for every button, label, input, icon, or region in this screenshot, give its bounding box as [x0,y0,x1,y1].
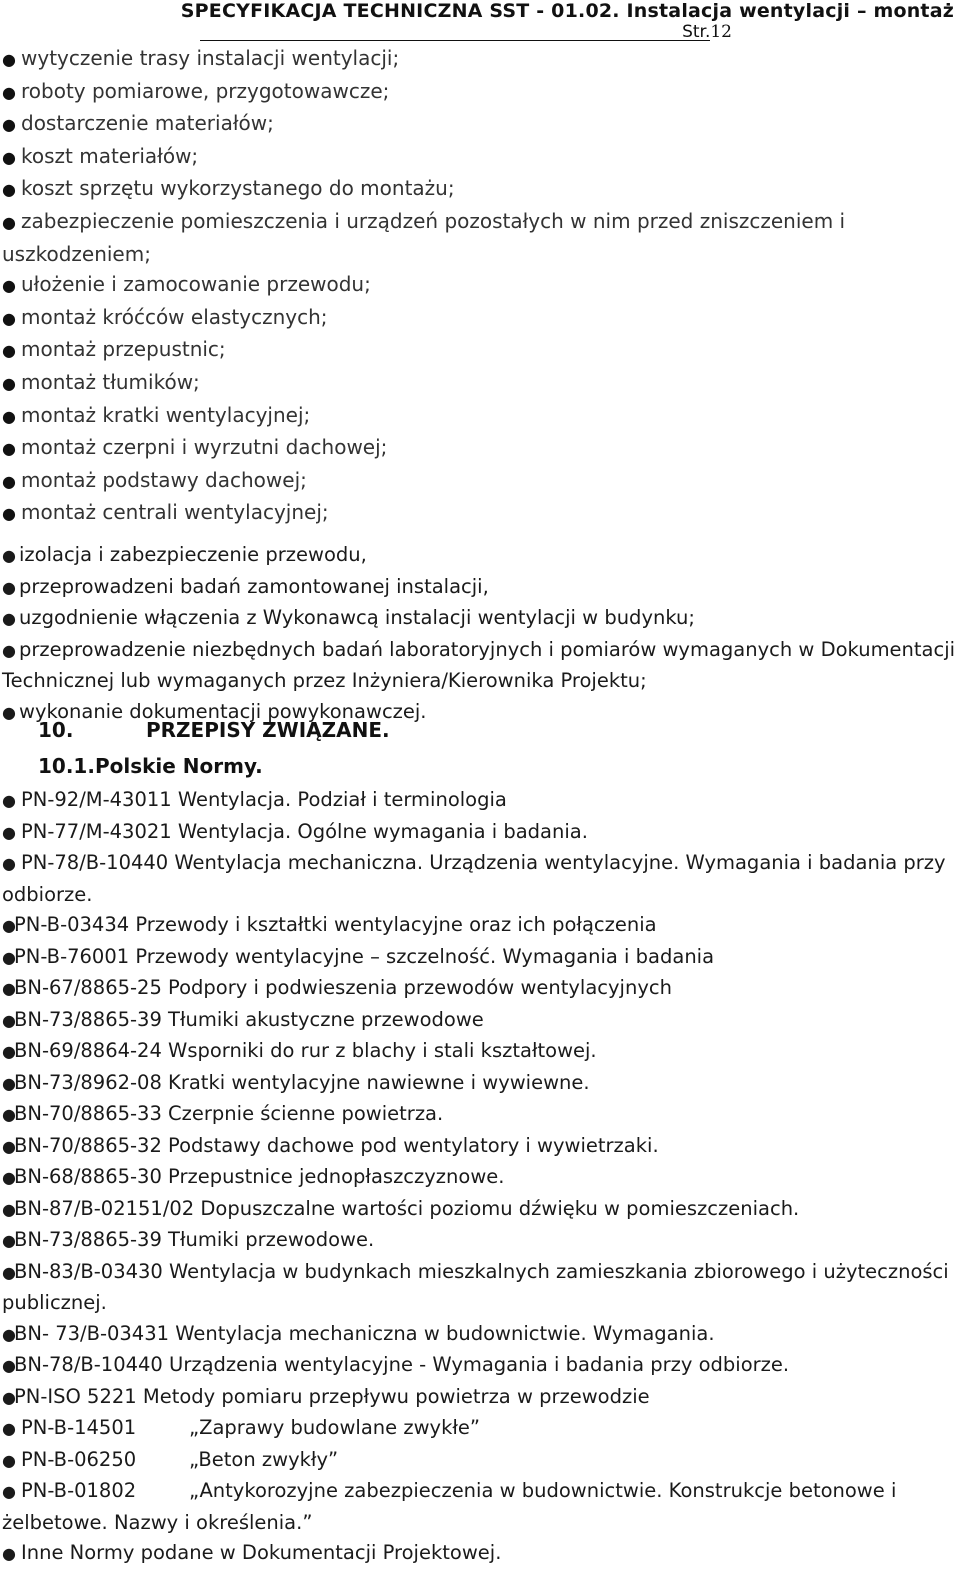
list-item-text: roboty pomiarowe, przygotowawcze; [21,78,390,103]
standard-code: PN-78/B-10440 [21,851,169,874]
list-item [0,1162,960,1194]
bullet-icon: ● [2,373,16,393]
list-item [0,1005,960,1037]
list-item [0,400,960,433]
list-item [0,1257,960,1319]
bullet-icon: ● [2,50,16,69]
standard-title: Podpory i podwieszenia przewodów wentylacyjnych [161,976,672,999]
subsection-heading: 10.1.Polskie Normy. [38,754,263,778]
standard-title: Wentylacja mechaniczna. Urządzenia wentylacyjne. Wymagania i badania przy odbiorze. [2,851,946,906]
bullet-icon: ● [2,546,16,565]
list-item [0,910,960,942]
list-item-text: montaż kratki wentylacyjnej; [21,402,311,427]
list-item [0,1099,960,1131]
header-title: SPECYFIKACJA TECHNICZNA SST - 01.02. Instalacja wentylacji – montaż [180,0,954,22]
standard-code: PN-B-76001 [14,944,130,968]
bullet-icon: ● [2,1010,16,1030]
bullet-icon: ● [2,1073,16,1093]
bullet-icon: ● [2,504,16,524]
list-item [0,635,960,697]
list-item-text: dostarczenie materiałów; [21,111,274,136]
standard-code: PN-B-01802 [21,1479,137,1502]
list-item [0,1382,960,1414]
list-item [0,785,960,817]
bullet-icon: ● [2,82,16,102]
bullet-icon: ● [2,1262,16,1282]
list-item-text: izolacja i zabezpieczenie przewodu, [19,543,367,566]
list-item [0,603,960,635]
list-item [0,942,960,974]
list-item [0,173,960,206]
list-item-text: przeprowadzeni badań zamontowanej instalacji, [19,574,489,598]
standard-title: „Zaprawy budowlane zwykłe” [189,1416,481,1439]
page-number: 12 [710,22,732,42]
list-item-text: koszt materiałów; [21,143,199,168]
scope-list-continued [0,540,960,729]
standard-code: PN-92/M-43011 [21,788,172,811]
list-item-text: zabezpieczenie pomieszczenia i urządzeń pozostałych w nim przed zniszczeniem i uszkodzeniem; [2,208,846,266]
list-item [0,432,960,465]
standard-code: BN-78/B-10440 [14,1353,163,1376]
bullet-icon: ● [2,276,16,296]
bullet-icon: ● [2,854,16,873]
list-item-text: wytyczenie trasy instalacji wentylacji; [21,46,400,70]
list-item [0,1068,960,1100]
standard-title: Metody pomiaru przepływu powietrza w przewodzie [136,1384,650,1408]
bullet-icon: ● [2,1450,16,1470]
standard-title: Przewody wentylacyjne – szczelność. Wymagania i badania [129,944,715,968]
list-item [0,1194,960,1226]
bullet-icon: ● [2,822,16,842]
list-item-text: montaż tłumików; [21,369,200,394]
list-item [0,1225,960,1257]
list-item [0,1319,960,1351]
standard-code: BN-87/B-02151/02 [14,1196,195,1220]
bullet-icon: ● [2,406,16,426]
list-item-text: montaż króćców elastycznych; [21,304,328,329]
bullet-icon: ● [2,341,16,361]
bullet-icon: ● [2,916,16,935]
list-item [0,1445,960,1477]
list-item [0,141,960,174]
standard-code: BN- 73/B-03431 [14,1321,170,1345]
list-item [0,334,960,367]
standard-title: Wentylacja mechaniczna w budownictwie. Wymagania. [169,1321,715,1345]
bullet-icon: ● [2,1419,16,1438]
bullet-icon: ● [2,180,16,200]
standard-code: BN-70/8865-33 [14,1102,162,1125]
standard-title: Tłumiki przewodowe. [161,1228,375,1251]
bullet-icon: ● [2,1482,16,1501]
bullet-icon: ● [2,1199,16,1219]
list-item [0,76,960,109]
list-item [0,1413,960,1445]
standard-code: PN-B-06250 [21,1447,137,1471]
standard-code: BN-68/8865-30 [14,1165,162,1188]
list-item [0,43,960,76]
bullet-icon: ● [2,212,16,232]
list-item [0,1350,960,1382]
list-item-text: montaż podstawy dachowej; [21,467,307,492]
list-item [0,1476,960,1538]
list-item [0,465,960,498]
list-item [0,1131,960,1163]
standard-title: Dopuszczalne wartości poziomu dźwięku w pomieszczeniach. [194,1196,800,1220]
bullet-icon: ● [2,947,16,967]
list-item [0,269,960,302]
standard-code: BN-83/B-03430 [14,1259,163,1283]
list-item-text: przeprowadzenie niezbędnych badań laboratoryjnych i pomiarów wymaganych w Dokumentacji Technicznej lub wymaganych przez Inżyniera/Kierownika Projektu; [2,637,956,693]
list-item-text: ułożenie i zamocowanie przewodu; [21,272,371,297]
list-item-text: wykonanie dokumentacji powykonawczej. [19,699,427,723]
list-item [0,108,960,141]
section-number: 10. [38,718,74,742]
standard-code: BN-67/8865-25 [14,976,162,999]
standard-title: „Beton zwykły” [189,1447,339,1471]
bullet-icon: ● [2,791,16,810]
bullet-icon: ● [2,1231,16,1250]
list-item [0,973,960,1005]
standard-title: Wentylacja w budynkach mieszkalnych zamieszkania zbiorowego i użyteczności publicznej. [2,1259,949,1314]
standard-title: Wsporniki do rur z blachy i stali kształtowej. [161,1039,597,1062]
standard-code: BN-73/8865-39 [14,1007,162,1031]
list-item [0,572,960,604]
bullet-icon: ● [2,1356,16,1375]
standard-title: „Antykorozyjne zabezpieczenia w budownictwie. Konstrukcje betonowe i żelbetowe. Nazwy i określenia.” [2,1479,897,1534]
bullet-icon: ● [2,1105,16,1124]
standard-title: Wentylacja. Podział i terminologia [171,788,507,811]
standard-code: BN-73/8865-39 [14,1228,162,1251]
bullet-icon: ● [2,1324,16,1344]
bullet-icon: ● [2,1042,16,1061]
section-heading [38,718,390,742]
list-item [0,367,960,400]
list-item-text: koszt sprzętu wykorzystanego do montażu; [21,176,455,201]
standard-title: Urządzenia wentylacyjne - Wymagania i badania przy odbiorze. [162,1353,790,1376]
standard-code: BN-69/8864-24 [14,1039,162,1062]
list-item-text: montaż czerpni i wyrzutni dachowej; [21,435,388,460]
bullet-icon: ● [2,1136,16,1156]
bullet-icon: ● [2,439,16,459]
list-item [0,1036,960,1068]
list-item [0,817,960,849]
list-item [0,206,960,269]
header-rule [200,40,710,41]
bullet-icon: ● [2,115,16,135]
standard-code: PN-B-14501 [21,1416,137,1439]
list-item [0,497,960,530]
list-item-text: montaż przepustnic; [21,337,226,362]
bullet-icon: ● [2,1387,16,1407]
list-item [0,1538,960,1570]
bullet-icon: ● [2,640,16,660]
standard-code: PN-77/M-43021 [21,819,172,843]
standard-title: Podstawy dachowe pod wentylatory i wywietrzaki. [161,1133,659,1157]
standard-code: PN-ISO 5221 [14,1384,137,1408]
list-item-text: montaż centrali wentylacyjnej; [21,500,329,525]
standard-title: Przewody i kształtki wentylacyjne oraz ich połączenia [129,913,657,936]
bullet-icon: ● [2,308,16,328]
standard-title: Kratki wentylacyjne nawiewne i wywiewne. [161,1070,590,1094]
bullet-icon: ● [2,702,16,722]
list-item [0,848,960,910]
list-item [0,302,960,335]
bullet-icon: ● [2,979,16,998]
standard-title: Inne Normy podane w Dokumentacji Projektowej. [21,1541,502,1564]
bullet-icon: ● [2,1168,16,1187]
bullet-icon: ● [2,147,16,167]
bullet-icon: ● [2,577,16,597]
standard-code: BN-70/8865-32 [14,1133,162,1157]
page-label: Str. [682,22,711,42]
standard-code: BN-73/8962-08 [14,1070,162,1094]
header-page-number [682,22,732,42]
standards-list [0,785,960,1570]
standard-title: Czerpnie ścienne powietrza. [161,1102,444,1125]
standard-title: Tłumiki akustyczne przewodowe [161,1007,484,1031]
standard-title: Przepustnice jednopłaszczyznowe. [161,1165,505,1188]
bullet-icon: ● [2,609,16,629]
standard-code: PN-B-03434 [14,913,130,936]
list-item-text: uzgodnienie włączenia z Wykonawcą instalacji wentylacji w budynku; [19,606,695,630]
bullet-icon: ● [2,471,16,491]
list-item [0,540,960,572]
standard-title: Wentylacja. Ogólne wymagania i badania. [171,819,588,843]
section-title: PRZEPISY ZWIĄZANE. [146,718,390,742]
bullet-icon: ● [2,1544,16,1563]
scope-list [0,43,960,530]
